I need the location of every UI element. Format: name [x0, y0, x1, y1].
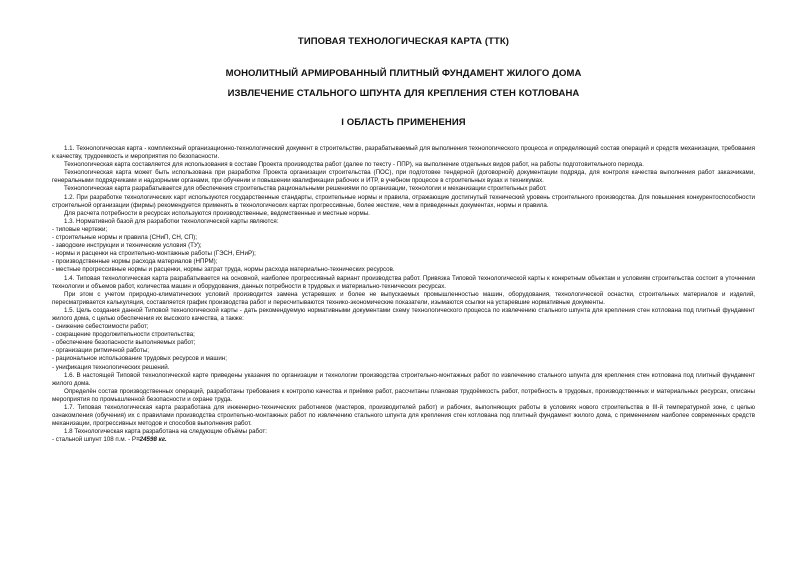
document-subtitle-foundation: МОНОЛИТНЫЙ АРМИРОВАННЫЙ ПЛИТНЫЙ ФУНДАМЕНТ ЖИЛОГО ДОМА — [225, 68, 582, 79]
volume-line-obscured-symbol: P — [131, 436, 137, 444]
volume-line-mass: =24598 кг. — [136, 436, 167, 444]
list-item: - строительные нормы и правила (СНиП, СН, СП); — [52, 234, 197, 242]
list-item: - нормы и расценки на строительно-монтажные работы (ГЭСН, ЕНиР); — [52, 250, 256, 258]
section-heading: I ОБЛАСТЬ ПРИМЕНЕНИЯ — [341, 117, 466, 128]
list-item: - местные прогрессивные нормы и расценки, нормы затрат труда, нормы расхода материально-технических ресурсов. — [52, 266, 395, 274]
paragraph: При этом с учетом природно-климатических условий производится замена устаревших и более не выпускаемых промышленностью машин, оборудования, технологической оснастки, строительных материалов и изделий, пересматривается калькуляция, составляется график производства работ и пересчитываются технико-экономические показатели, изымаются ссылки на устаревшие нормативные документы. — [52, 290, 755, 306]
paragraph: 1.5. Цель создания данной Типовой технологической карты - дать рекомендуемую нормативными документами схему технологического процесса по извлечению стального шпунта для крепления стен котлована под плитный фундамент жилого дома, с целью обеспечения их высокого качества, а также: — [52, 306, 755, 322]
paragraph: 1.2. При разработке технологических карт используются государственные стандарты, строительные нормы и правила, отражающие достигнутый технический уровень строительного производства. Для повышения конкурентоспособности строительной организации (фирмы) рекомендуется применять в технологических картах прогрессивные, более жесткие, чем в приведенных документах, нормы и правила. — [52, 193, 755, 209]
list-item: - сокращение продолжительности строительства; — [52, 331, 195, 339]
list-item: - производственные нормы расхода материалов (НПРМ); — [52, 258, 218, 266]
paragraph: Определён состав производственных операций, разработаны требования к контролю качества и приёмке работ, рассчитаны плановая трудоёмкость работ, потребность в трудовых, производственных и материальных ресурсах, описаны мероприятия по промышленной безопасности и охране труда. — [52, 387, 755, 403]
document-title: ТИПОВАЯ ТЕХНОЛОГИЧЕСКАЯ КАРТА (ТТК) — [297, 36, 510, 47]
paragraph: 1.7. Типовая технологическая карта разработана для инженерно-технических работников (мастеров, производителей работ) и рабочих, выполняющих работы в условиях нового строительства в III-й температурной зоне, с целью ознакомления (обучения) их с правилами производства строительно-монтажных работ по извлечению стального шпунта для крепления стен котлована под плитный фундамент жилого дома, с применением наиболее современных средств механизации, прогрессивных методов и способов выполнения работ. — [52, 404, 755, 428]
paragraph: Для расчета потребности в ресурсах используются производственные, ведомственные и местные нормы. — [64, 209, 370, 217]
document-subtitle-sheet-pile: ИЗВЛЕЧЕНИЕ СТАЛЬНОГО ШПУНТА ДЛЯ КРЕПЛЕНИЯ СТЕН КОТЛОВАНА — [227, 88, 580, 99]
list-item: - обеспечение безопасности выполняемых работ; — [52, 339, 196, 347]
list-item: - типовые чертежи; — [52, 225, 108, 233]
volume-line — [52, 436, 755, 444]
paragraph: Технологическая карта разрабатывается для обеспечения строительства рациональными решениями по организации, технологии и механизации строительных работ. — [64, 185, 547, 193]
paragraph: Технологическая карта составляется для использования в составе Проекта производства работ (далее по тексту - ППР), на выполнение отдельных видов работ, на работы подготовительного периода. — [64, 161, 644, 169]
list-item: - снижение себестоимости работ; — [52, 323, 149, 331]
paragraph: 1.6. В настоящей Типовой технологической карте приведены указания по организации и технологии производства строительно-монтажных работ по извлечению стального шпунта для крепления стен котлована под плитный фундамент жилого дома. — [52, 371, 755, 387]
list-item: - заводские инструкции и технические условия (ТУ); — [52, 242, 202, 250]
list-item: - рациональное использование трудовых ресурсов и машин; — [52, 355, 227, 363]
paragraph: 1.1. Технологическая карта - комплексный организационно-технологический документ в строительстве, разрабатываемый для выполнения технологического процесса и определяющий состав операций и средств механизации, требования к качеству, трудоемкость и мероприятия по безопасности. — [52, 145, 755, 161]
paragraph: 1.3. Нормативной базой для разработки технологической карты являются: — [64, 217, 279, 225]
paragraph: 1.8 Технологическая карта разработана на следующие объёмы работ: — [64, 428, 267, 436]
paragraph: 1.4. Типовая технологическая карта разрабатывается на основной, наиболее прогрессивный вариант производства работ. Привязка Типовой технологической карты к конкретным объектам и условиям строительства состоит в уточнении технологии и объемов работ, количества машин и оборудования, данных потребности в трудовых и материально-технических ресурсах. — [52, 274, 755, 290]
list-item: - унификация технологических решений. — [52, 363, 170, 371]
document-body — [52, 145, 755, 444]
list-item: - организации ритмичной работы; — [52, 347, 149, 355]
volume-line-prefix: - стальной шпунт 108 п.м. - — [52, 436, 132, 444]
paragraph: Технологическая карта может быть использована при разработке Проекта организации строительства (ПОС), при подготовке тендерной (договорной) документации подряда, для контроля качества выполнения работ заказчиками, генеральными подрядчиками и надзорными органами, при обучении и повышении квалификации рабочих и ИТР, в учебном процессе в строительных вузах и техникумах. — [52, 169, 755, 185]
